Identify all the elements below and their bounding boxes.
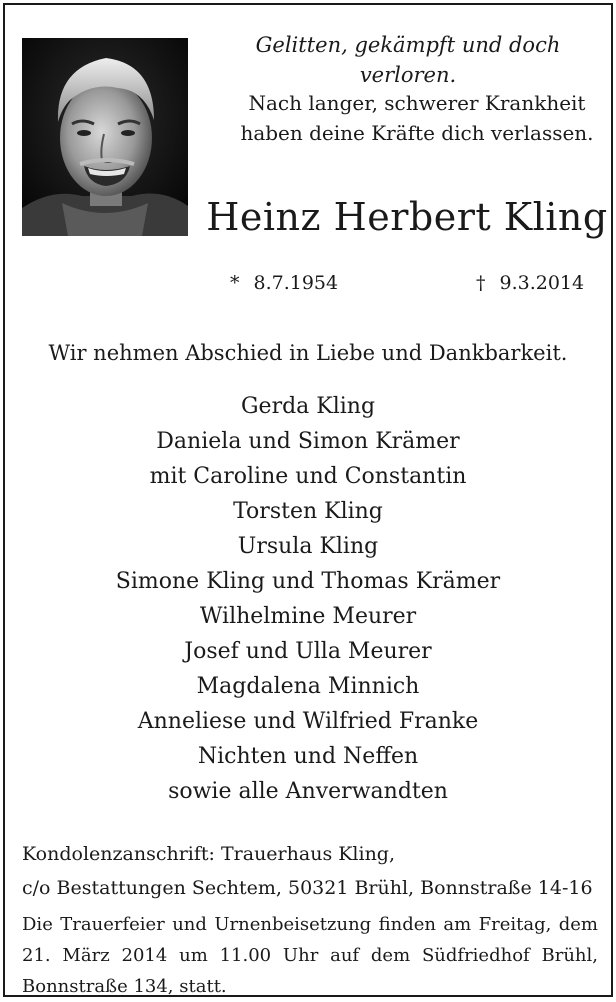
mourner: Simone Kling und Thomas Krämer xyxy=(115,569,501,594)
mourner: Nichten und Neffen xyxy=(197,744,419,769)
address-line: c/o Bestattungen Sechtem, 50321 Brühl, Bonnstraße 14-16 xyxy=(22,877,593,899)
mourner: Josef und Ulla Meurer xyxy=(184,639,432,664)
verse xyxy=(210,88,616,148)
mourner: Wilhelmine Meurer xyxy=(199,604,417,629)
birth-symbol: * xyxy=(230,272,240,294)
mourner: Gerda Kling xyxy=(240,394,376,419)
deceased-name: Heinz Herbert Kling xyxy=(206,195,608,239)
mourner: Torsten Kling xyxy=(233,499,383,524)
verse-line: Nach langer, schwerer Krankheit xyxy=(248,91,586,115)
mourner: Magdalena Minnich xyxy=(196,674,420,699)
portrait-photo xyxy=(22,38,188,236)
mourner: sowie alle Anverwandten xyxy=(168,779,448,804)
birth-date xyxy=(230,266,338,300)
death-date-value: 9.3.2014 xyxy=(499,272,585,294)
address-line: Kondolenzanschrift: Trauerhaus Kling, xyxy=(22,843,396,865)
death-date xyxy=(476,266,584,300)
ceremony-info: Die Trauerfeier und Urnenbeisetzung finden am Freitag, dem 21. März 2014 um 11.00 Uhr auf dem Südfriedhof Brühl, Bonnstraße 134, statt. xyxy=(22,914,598,997)
verse-line: haben deine Kräfte dich verlassen. xyxy=(240,121,594,145)
mourner: Ursula Kling xyxy=(237,534,379,559)
death-symbol: † xyxy=(476,272,486,294)
farewell-line: Wir nehmen Abschied in Liebe und Dankbarkeit. xyxy=(48,341,568,365)
mourner: Anneliese und Wilfried Franke xyxy=(137,709,479,734)
mourners-list xyxy=(0,389,616,809)
mourner: Daniela und Simon Krämer xyxy=(156,429,460,454)
mourner: mit Caroline und Constantin xyxy=(149,464,467,489)
motto: Gelitten, gekämpft und doch verloren. xyxy=(255,33,561,87)
condolence-address xyxy=(22,837,593,905)
birth-date-value: 8.7.1954 xyxy=(253,272,339,294)
